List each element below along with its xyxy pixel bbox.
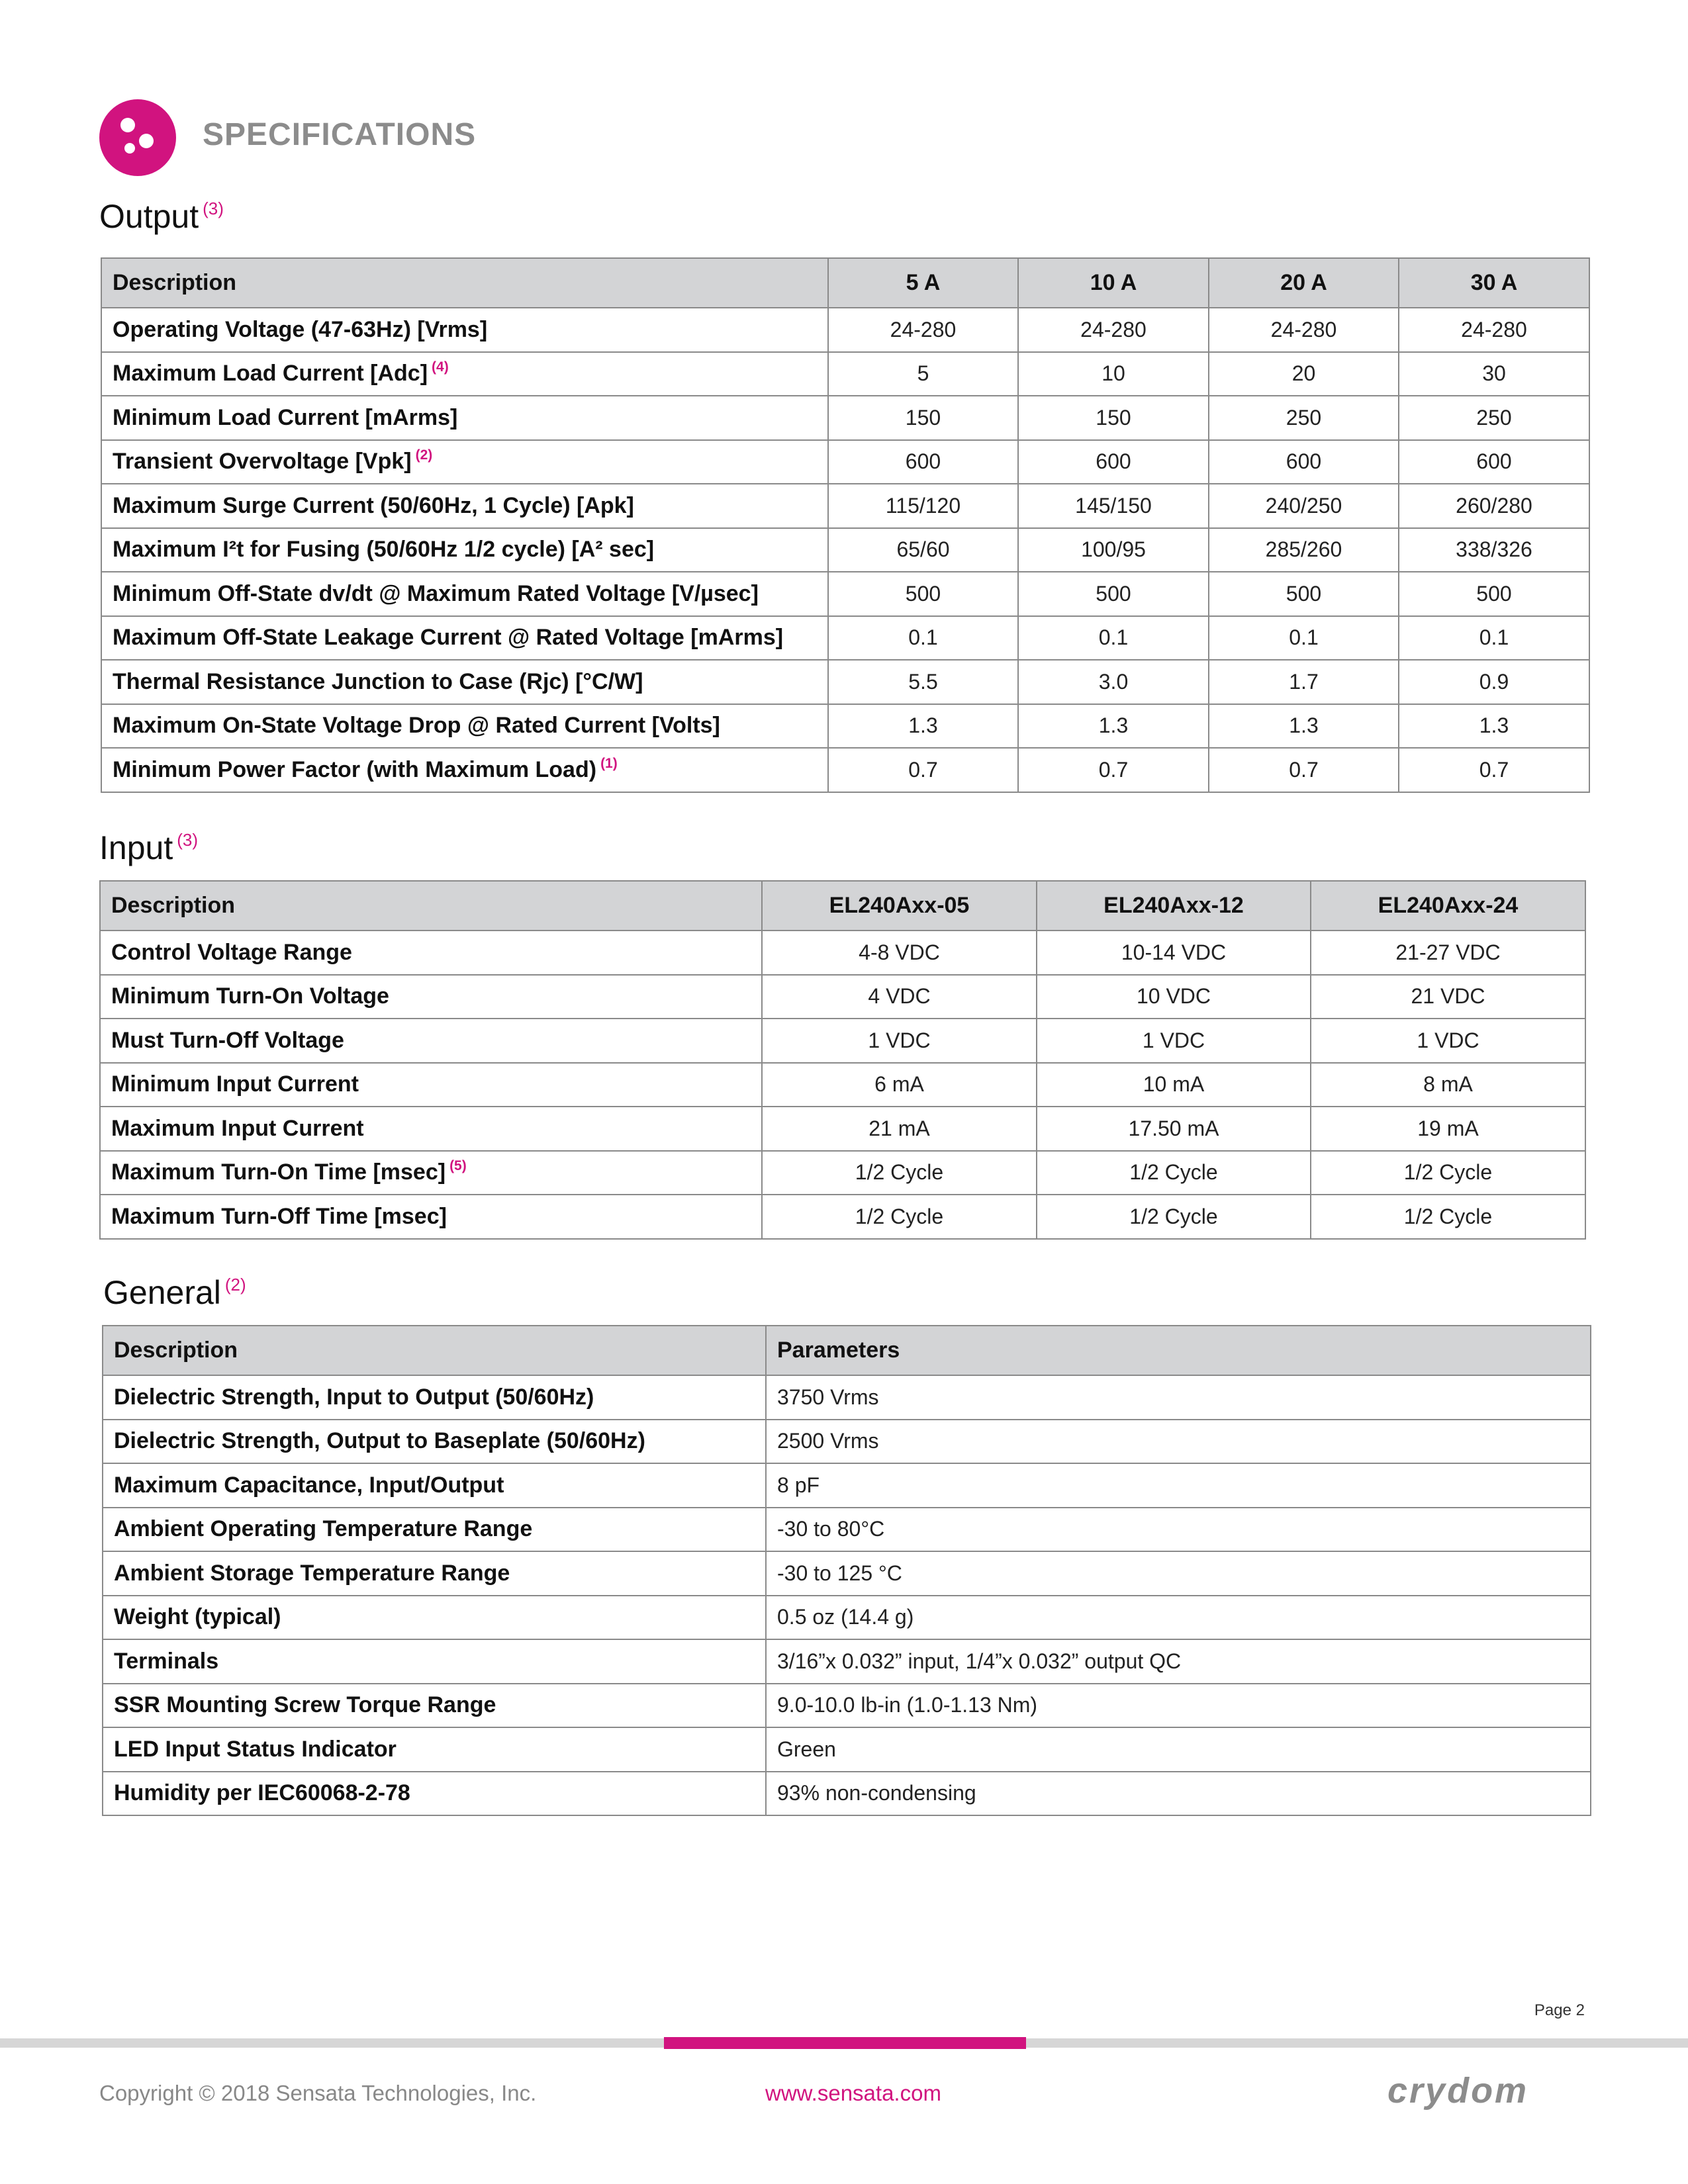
cell-value: 1/2 Cycle xyxy=(762,1195,1037,1239)
row-label xyxy=(101,440,828,484)
cell-value: 6 mA xyxy=(762,1063,1037,1107)
table-row xyxy=(101,440,1589,484)
output-footnote: (3) xyxy=(203,199,224,218)
table-row xyxy=(103,1551,1591,1596)
output-column-header: 10 A xyxy=(1018,258,1209,308)
cell-value: 10 xyxy=(1018,352,1209,396)
general-column-header: Parameters xyxy=(766,1326,1591,1375)
cell-value: 1.3 xyxy=(828,704,1018,749)
table-row xyxy=(100,1019,1585,1063)
cell-value: 5.5 xyxy=(828,660,1018,704)
row-label xyxy=(101,484,828,528)
input-column-header: Description xyxy=(100,881,762,931)
table-row xyxy=(103,1463,1591,1508)
output-column-header: 5 A xyxy=(828,258,1018,308)
row-label-text: Minimum Load Current [mArms] xyxy=(113,404,458,430)
row-label xyxy=(101,704,828,749)
row-label xyxy=(103,1420,766,1464)
output-column-header: Description xyxy=(101,258,828,308)
row-label-text: Maximum Surge Current (50/60Hz, 1 Cycle) [Apk] xyxy=(113,492,634,518)
table-row xyxy=(101,396,1589,440)
row-label-text: Control Voltage Range xyxy=(111,939,352,965)
row-label-text: Minimum Input Current xyxy=(111,1071,359,1097)
cell-value: 3.0 xyxy=(1018,660,1209,704)
cell-value: 285/260 xyxy=(1209,528,1399,572)
cell-value: 9.0-10.0 lb-in (1.0-1.13 Nm) xyxy=(766,1684,1591,1728)
row-label-text: Must Turn-Off Voltage xyxy=(111,1027,344,1053)
cell-value: 19 mA xyxy=(1311,1107,1585,1151)
row-label-text: Humidity per IEC60068-2-78 xyxy=(114,1780,410,1806)
cell-value: 600 xyxy=(828,440,1018,484)
row-label xyxy=(101,396,828,440)
row-label xyxy=(103,1463,766,1508)
cell-value: 2500 Vrms xyxy=(766,1420,1591,1464)
cell-value: 500 xyxy=(1018,572,1209,616)
cell-value: 250 xyxy=(1399,396,1589,440)
output-section-title xyxy=(99,197,224,236)
table-row xyxy=(101,572,1589,616)
row-label xyxy=(101,308,828,352)
row-label xyxy=(101,748,828,792)
cell-value: 1/2 Cycle xyxy=(1037,1195,1311,1239)
cell-value: 0.7 xyxy=(1018,748,1209,792)
cell-value: -30 to 125 °C xyxy=(766,1551,1591,1596)
table-row xyxy=(103,1596,1591,1640)
cell-value: 0.1 xyxy=(1018,616,1209,660)
row-label xyxy=(103,1596,766,1640)
cell-value: 17.50 mA xyxy=(1037,1107,1311,1151)
cell-value: 115/120 xyxy=(828,484,1018,528)
cell-value: 1 VDC xyxy=(1037,1019,1311,1063)
row-label xyxy=(101,528,828,572)
footnote-marker: (2) xyxy=(415,447,433,463)
input-table xyxy=(99,880,1586,1240)
general-column-header: Description xyxy=(103,1326,766,1375)
table-row xyxy=(103,1508,1591,1552)
footnote-marker: (4) xyxy=(432,359,449,375)
cell-value: 1/2 Cycle xyxy=(762,1151,1037,1195)
row-label xyxy=(103,1639,766,1684)
row-label-text: Dielectric Strength, Output to Baseplate (50/60Hz) xyxy=(114,1428,645,1454)
cell-value: 10-14 VDC xyxy=(1037,931,1311,975)
footer-accent-bar xyxy=(664,2037,1026,2049)
row-label-text: Weight (typical) xyxy=(114,1604,281,1630)
table-row xyxy=(103,1772,1591,1816)
table-row xyxy=(103,1727,1591,1772)
cell-value: 1/2 Cycle xyxy=(1311,1195,1585,1239)
row-label-text: LED Input Status Indicator xyxy=(114,1736,397,1762)
cell-value: 24-280 xyxy=(828,308,1018,352)
cell-value: 0.5 oz (14.4 g) xyxy=(766,1596,1591,1640)
row-label xyxy=(100,931,762,975)
row-label xyxy=(100,1151,762,1195)
table-row xyxy=(101,308,1589,352)
cell-value: 260/280 xyxy=(1399,484,1589,528)
cell-value: Green xyxy=(766,1727,1591,1772)
output-column-header: 30 A xyxy=(1399,258,1589,308)
row-label-text: Terminals xyxy=(114,1648,219,1674)
cell-value: 20 xyxy=(1209,352,1399,396)
row-label-text: Maximum Input Current xyxy=(111,1115,364,1141)
cell-value: 1 VDC xyxy=(1311,1019,1585,1063)
row-label xyxy=(100,1195,762,1239)
row-label xyxy=(103,1772,766,1816)
cell-value: 1/2 Cycle xyxy=(1311,1151,1585,1195)
cell-value: 8 pF xyxy=(766,1463,1591,1508)
cell-value: 0.1 xyxy=(1399,616,1589,660)
crydom-logo-icon xyxy=(99,99,176,176)
row-label-text: Ambient Storage Temperature Range xyxy=(114,1560,510,1586)
row-label xyxy=(100,1063,762,1107)
cell-value: 3/16”x 0.032” input, 1/4”x 0.032” output QC xyxy=(766,1639,1591,1684)
table-row xyxy=(100,1195,1585,1239)
table-row xyxy=(103,1684,1591,1728)
row-label-text: Minimum Turn-On Voltage xyxy=(111,983,389,1009)
cell-value: 24-280 xyxy=(1399,308,1589,352)
cell-value: 500 xyxy=(828,572,1018,616)
cell-value: 30 xyxy=(1399,352,1589,396)
row-label xyxy=(101,572,828,616)
row-label xyxy=(103,1508,766,1552)
cell-value: 4 VDC xyxy=(762,975,1037,1019)
table-row xyxy=(103,1420,1591,1464)
row-label-text: Operating Voltage (47-63Hz) [Vrms] xyxy=(113,316,488,342)
cell-value: 600 xyxy=(1018,440,1209,484)
cell-value: 10 mA xyxy=(1037,1063,1311,1107)
general-footnote: (2) xyxy=(224,1275,246,1295)
cell-value: 1.3 xyxy=(1209,704,1399,749)
general-table xyxy=(102,1325,1591,1816)
row-label-text: Maximum Turn-Off Time [msec] xyxy=(111,1203,447,1229)
cell-value: 21-27 VDC xyxy=(1311,931,1585,975)
table-row xyxy=(103,1375,1591,1420)
cell-value: 0.7 xyxy=(1209,748,1399,792)
cell-value: 338/326 xyxy=(1399,528,1589,572)
table-row xyxy=(101,616,1589,660)
row-label xyxy=(100,1107,762,1151)
row-label-text: Thermal Resistance Junction to Case (Rjc) [°C/W] xyxy=(113,668,643,694)
row-label-text: Minimum Off-State dv/dt @ Maximum Rated Voltage [V/µsec] xyxy=(113,580,759,606)
row-label-text: Ambient Operating Temperature Range xyxy=(114,1516,533,1542)
cell-value: 600 xyxy=(1209,440,1399,484)
table-row xyxy=(101,660,1589,704)
output-title: Output xyxy=(99,198,199,235)
cell-value: 1 VDC xyxy=(762,1019,1037,1063)
table-row xyxy=(100,975,1585,1019)
cell-value: -30 to 80°C xyxy=(766,1508,1591,1552)
input-footnote: (3) xyxy=(177,830,198,850)
footnote-marker: (1) xyxy=(600,755,618,771)
row-label xyxy=(100,975,762,1019)
cell-value: 65/60 xyxy=(828,528,1018,572)
cell-value: 250 xyxy=(1209,396,1399,440)
table-row xyxy=(101,748,1589,792)
cell-value: 8 mA xyxy=(1311,1063,1585,1107)
cell-value: 1/2 Cycle xyxy=(1037,1151,1311,1195)
input-title: Input xyxy=(99,829,173,866)
row-label-text: SSR Mounting Screw Torque Range xyxy=(114,1692,496,1718)
table-row xyxy=(101,528,1589,572)
input-column-header: EL240Axx-05 xyxy=(762,881,1037,931)
row-label xyxy=(101,660,828,704)
row-label xyxy=(100,1019,762,1063)
table-row xyxy=(101,704,1589,749)
cell-value: 500 xyxy=(1209,572,1399,616)
output-column-header: 20 A xyxy=(1209,258,1399,308)
general-section-title xyxy=(103,1273,246,1312)
cell-value: 100/95 xyxy=(1018,528,1209,572)
table-row xyxy=(100,1107,1585,1151)
row-label-text: Minimum Power Factor (with Maximum Load) xyxy=(113,756,597,782)
cell-value: 4-8 VDC xyxy=(762,931,1037,975)
cell-value: 145/150 xyxy=(1018,484,1209,528)
input-column-header: EL240Axx-12 xyxy=(1037,881,1311,931)
cell-value: 24-280 xyxy=(1209,308,1399,352)
cell-value: 150 xyxy=(1018,396,1209,440)
table-row xyxy=(101,484,1589,528)
brand-logo: crydom xyxy=(1387,2071,1529,2111)
page-number: Page 2 xyxy=(1534,2001,1585,2019)
cell-value: 0.7 xyxy=(828,748,1018,792)
cell-value: 150 xyxy=(828,396,1018,440)
general-title: General xyxy=(103,1274,221,1311)
row-label-text: Maximum I²t for Fusing (50/60Hz 1/2 cycle) [A² sec] xyxy=(113,537,655,563)
row-label xyxy=(103,1375,766,1420)
input-section-title xyxy=(99,829,198,867)
row-label-text: Maximum Capacitance, Input/Output xyxy=(114,1472,504,1498)
cell-value: 1.3 xyxy=(1018,704,1209,749)
row-label-text: Dielectric Strength, Input to Output (50/60Hz) xyxy=(114,1384,594,1410)
row-label-text: Maximum Turn-On Time [msec] xyxy=(111,1160,446,1185)
table-row xyxy=(103,1639,1591,1684)
cell-value: 0.1 xyxy=(828,616,1018,660)
cell-value: 5 xyxy=(828,352,1018,396)
input-column-header: EL240Axx-24 xyxy=(1311,881,1585,931)
table-row xyxy=(100,1063,1585,1107)
row-label-text: Transient Overvoltage [Vpk] xyxy=(113,449,412,475)
table-row xyxy=(100,931,1585,975)
row-label-text: Maximum Load Current [Adc] xyxy=(113,361,428,387)
row-label-text: Maximum On-State Voltage Drop @ Rated Current [Volts] xyxy=(113,713,720,739)
cell-value: 93% non-condensing xyxy=(766,1772,1591,1816)
cell-value: 24-280 xyxy=(1018,308,1209,352)
cell-value: 10 VDC xyxy=(1037,975,1311,1019)
website-link[interactable]: www.sensata.com xyxy=(765,2081,941,2105)
page-title: SPECIFICATIONS xyxy=(203,117,477,152)
cell-value: 240/250 xyxy=(1209,484,1399,528)
row-label xyxy=(101,352,828,396)
row-label xyxy=(103,1684,766,1728)
row-label xyxy=(101,616,828,660)
cell-value: 500 xyxy=(1399,572,1589,616)
cell-value: 21 VDC xyxy=(1311,975,1585,1019)
row-label xyxy=(103,1727,766,1772)
table-row xyxy=(100,1151,1585,1195)
row-label xyxy=(103,1551,766,1596)
output-table xyxy=(101,257,1590,793)
footnote-marker: (5) xyxy=(449,1158,467,1174)
cell-value: 21 mA xyxy=(762,1107,1037,1151)
copyright-text: Copyright © 2018 Sensata Technologies, Inc. xyxy=(99,2081,537,2105)
cell-value: 0.1 xyxy=(1209,616,1399,660)
cell-value: 3750 Vrms xyxy=(766,1375,1591,1420)
cell-value: 600 xyxy=(1399,440,1589,484)
cell-value: 0.7 xyxy=(1399,748,1589,792)
row-label-text: Maximum Off-State Leakage Current @ Rated Voltage [mArms] xyxy=(113,625,784,651)
table-row xyxy=(101,352,1589,396)
cell-value: 0.9 xyxy=(1399,660,1589,704)
cell-value: 1.3 xyxy=(1399,704,1589,749)
cell-value: 1.7 xyxy=(1209,660,1399,704)
